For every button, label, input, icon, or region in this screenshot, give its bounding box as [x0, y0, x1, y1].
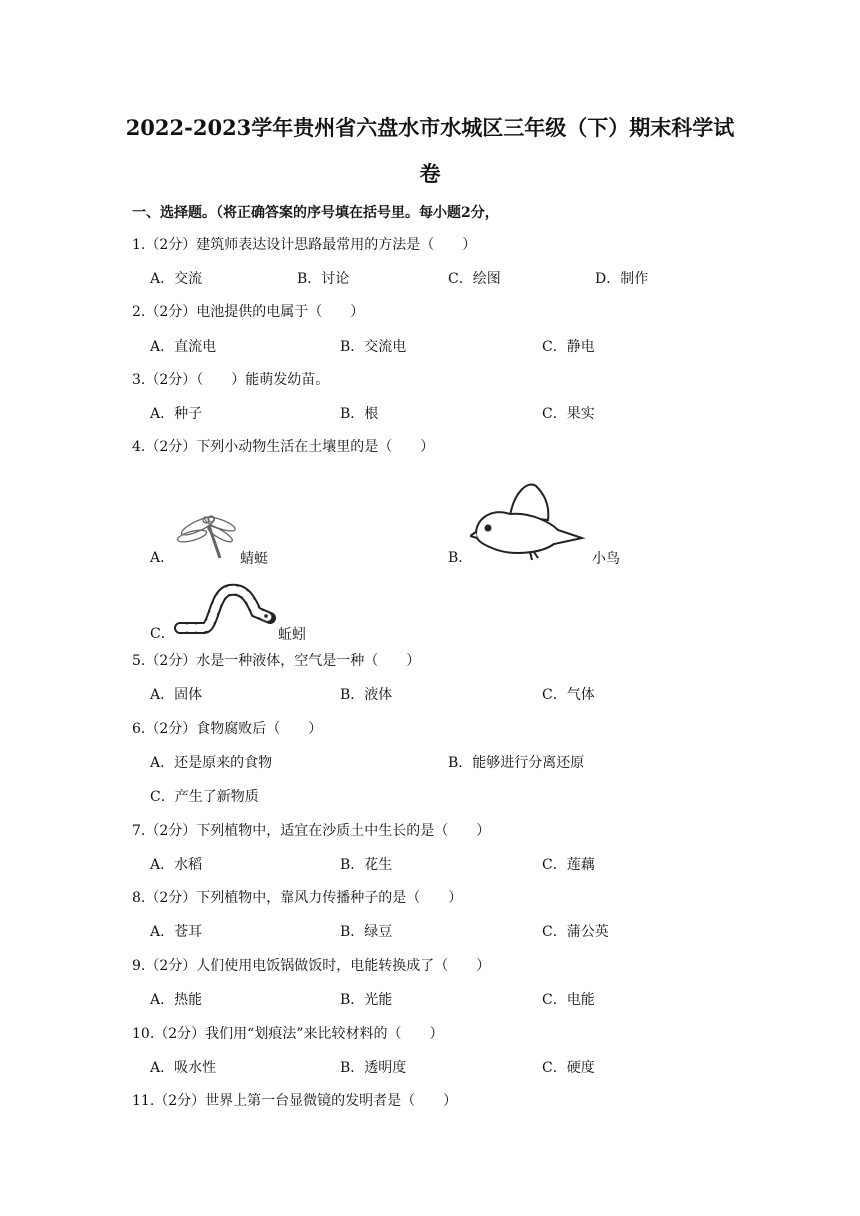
q7-option-a: A．水稻 [150, 857, 203, 873]
question-8: 8.（2分）下列植物中，靠风力传播种子的是（ ） [132, 890, 463, 906]
q3-option-c: C．果实 [542, 406, 595, 422]
q6-option-a: A．还是原来的食物 [150, 755, 273, 771]
q8-option-b: B．绿豆 [340, 924, 393, 940]
question-4: 4.（2分）下列小动物生活在土壤里的是（ ） [132, 439, 435, 455]
q10-option-b: B．透明度 [340, 1060, 407, 1076]
q7-option-c: C．莲藕 [542, 857, 595, 873]
q5-option-c: C．气体 [542, 687, 595, 703]
q1-option-c: C．绘图 [448, 271, 501, 287]
q8-option-a: A．苍耳 [150, 924, 203, 940]
question-1: 1.（2分）建筑师表达设计思路最常用的方法是（ ） [132, 237, 477, 253]
earthworm-image [174, 578, 278, 638]
q4-option-c: C． [150, 626, 175, 642]
q9-option-b: B．光能 [340, 992, 393, 1008]
q9-option-a: A．热能 [150, 992, 203, 1008]
q1-option-d: D．制作 [595, 271, 649, 287]
q6-option-c: C．产生了新物质 [150, 789, 259, 805]
q6-option-b: B．能够进行分离还原 [448, 755, 585, 771]
exam-title-line-1: 2022-2023学年贵州省六盘水市水城区三年级（下）期末科学试 [125, 115, 735, 140]
q4-caption-earthworm: 蚯蚓 [278, 627, 306, 643]
q2-option-b: B．交流电 [340, 339, 407, 355]
question-10: 10.（2分）我们用“划痕法”来比较材料的（ ） [132, 1026, 444, 1042]
q10-option-c: C．硬度 [542, 1060, 595, 1076]
question-9: 9.（2分）人们使用电饭锅做饭时，电能转换成了（ ） [132, 958, 491, 974]
q2-option-a: A．直流电 [150, 339, 217, 355]
q4-option-b: B． [448, 550, 473, 566]
exam-title-line-2: 卷 [419, 161, 441, 186]
q5-option-b: B．液体 [340, 687, 393, 703]
q1-option-b: B．讨论 [297, 271, 350, 287]
q3-option-a: A．种子 [150, 406, 203, 422]
question-6: 6.（2分）食物腐败后（ ） [132, 721, 323, 737]
question-7: 7.（2分）下列植物中，适宜在沙质土中生长的是（ ） [132, 823, 491, 839]
q4-caption-bird: 小鸟 [592, 551, 620, 567]
q4-caption-dragonfly: 蜻蜓 [240, 551, 268, 567]
q2-option-c: C．静电 [542, 339, 595, 355]
q5-option-a: A．固体 [150, 687, 203, 703]
section-heading: 一、选择题。（将正确答案的序号填在括号里。每小题2分， [132, 205, 499, 221]
question-5: 5.（2分）水是一种液体，空气是一种（ ） [132, 653, 421, 669]
q1-option-a: A．交流 [150, 271, 203, 287]
question-11: 11.（2分）世界上第一台显微镜的发明者是（ ） [132, 1093, 458, 1109]
q8-option-c: C．蒲公英 [542, 924, 609, 940]
question-2: 2.（2分）电池提供的电属于（ ） [132, 304, 365, 320]
q10-option-a: A．吸水性 [150, 1060, 217, 1076]
bird-image [470, 478, 588, 562]
q7-option-b: B．花生 [340, 857, 393, 873]
dragonfly-image [176, 510, 240, 562]
q3-option-b: B．根 [340, 406, 379, 422]
q4-option-a: A． [150, 550, 175, 566]
q9-option-c: C．电能 [542, 992, 595, 1008]
question-3: 3.（2分）（ ）能萌发幼苗。 [132, 372, 330, 388]
